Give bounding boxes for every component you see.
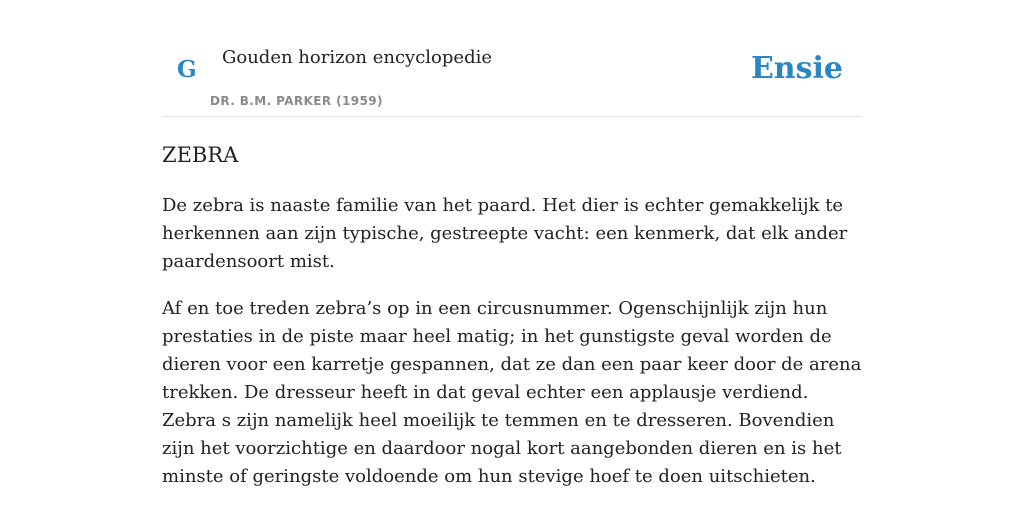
book-title-link[interactable]: Gouden horizon encyclopedie bbox=[222, 47, 492, 68]
entry-paragraph: De zebra is naaste familie van het paard. Het dier is echter gemakkelijk te herkennen aan zijn typische, gestreepte vacht: een kenmerk, dat elk ander paardensoort mist. bbox=[162, 195, 848, 272]
book-logo-letter[interactable]: G bbox=[177, 56, 197, 83]
entry-content bbox=[162, 192, 862, 510]
entry-paragraph: Af en toe treden zebra’s op in een circusnummer. Ogenschijnlijk zijn hun prestaties in de piste maar heel matig; in het gunstigste geval worden de dieren voor een karretje gespannen, dat ze dan een paar keer door de arena trekken. De dresseur heeft in dat geval echter een applausje verdiend. Zebra s zijn namelijk heel moeilijk te temmen en te dresseren. Bovendien zijn het voorzichtige en daardoor nogal kort aangebonden dieren en is het minste of geringste voldoende om hun stevige hoef te doen uitschieten. bbox=[162, 298, 862, 487]
entry-title: ZEBRA bbox=[162, 143, 239, 167]
book-author: DR. B.M. PARKER (1959) bbox=[210, 94, 383, 108]
page-header bbox=[162, 0, 862, 117]
ensie-logo[interactable]: Ensie bbox=[750, 51, 843, 86]
